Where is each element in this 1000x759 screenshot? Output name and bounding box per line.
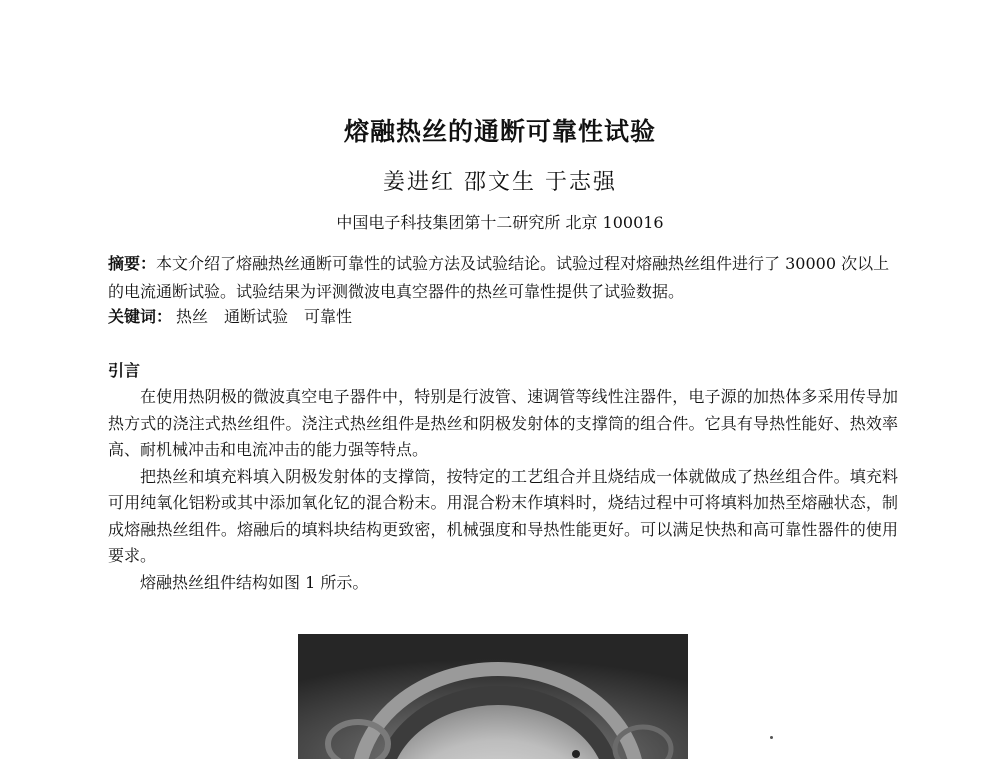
abstract — [108, 250, 898, 306]
abstract-label: 摘要： — [108, 254, 157, 273]
paragraph: 在使用热阴极的微波真空电子器件中，特别是行波管、速调管等线性注器件，电子源的加热体多采用传导加热方式的浇注式热丝组件。浇注式热丝组件是热丝和阴极发射体的支撑筒的组合件。它具有导热性能好、热效率高、耐机械冲击和电流冲击的能力强等特点。 — [108, 387, 898, 459]
abstract-text: 本文介绍了熔融热丝通断可靠性的试验方法及试验结论。试验过程对熔融热丝组件进行了 30000 次以上的电流通断试验。试验结果为评测微波电真空器件的热丝可靠性提供了试验数据。 — [108, 254, 890, 301]
paragraph: 熔融热丝组件结构如图 1 所示。 — [140, 572, 369, 592]
keyword-item: 通断试验 — [224, 307, 289, 326]
keyword-item: 可靠性 — [304, 307, 353, 326]
keywords — [108, 304, 898, 330]
paragraph: 把热丝和填充料填入阴极发射体的支撑筒，按特定的工艺组合并且烧结成一体就做成了热丝组合件。填充料可用纯氧化铝粉或其中添加氧化钇的混合粉末。用混合粉末作填料时，烧结过程中可将填料加热至熔融状态，制成熔融热丝组件。熔融后的填料块结构更致密，机械强度和导热性能更好。可以满足快热和高可靠性器件的使用要求。 — [108, 466, 898, 565]
paper-affiliation: 中国电子科技集团第十二研究所 北京 100016 — [336, 213, 664, 232]
section-body — [108, 384, 898, 596]
heater-photo-graphic — [298, 634, 688, 759]
keyword-item: 热丝 — [176, 307, 209, 326]
keywords-label: 关键词： — [108, 307, 173, 326]
speck — [770, 736, 773, 739]
figure-1-photo — [298, 634, 688, 759]
paper-authors: 姜进红 邵文生 于志强 — [383, 170, 617, 195]
section-heading: 引言 — [108, 361, 141, 380]
paper-title: 熔融热丝的通断可靠性试验 — [343, 117, 656, 146]
